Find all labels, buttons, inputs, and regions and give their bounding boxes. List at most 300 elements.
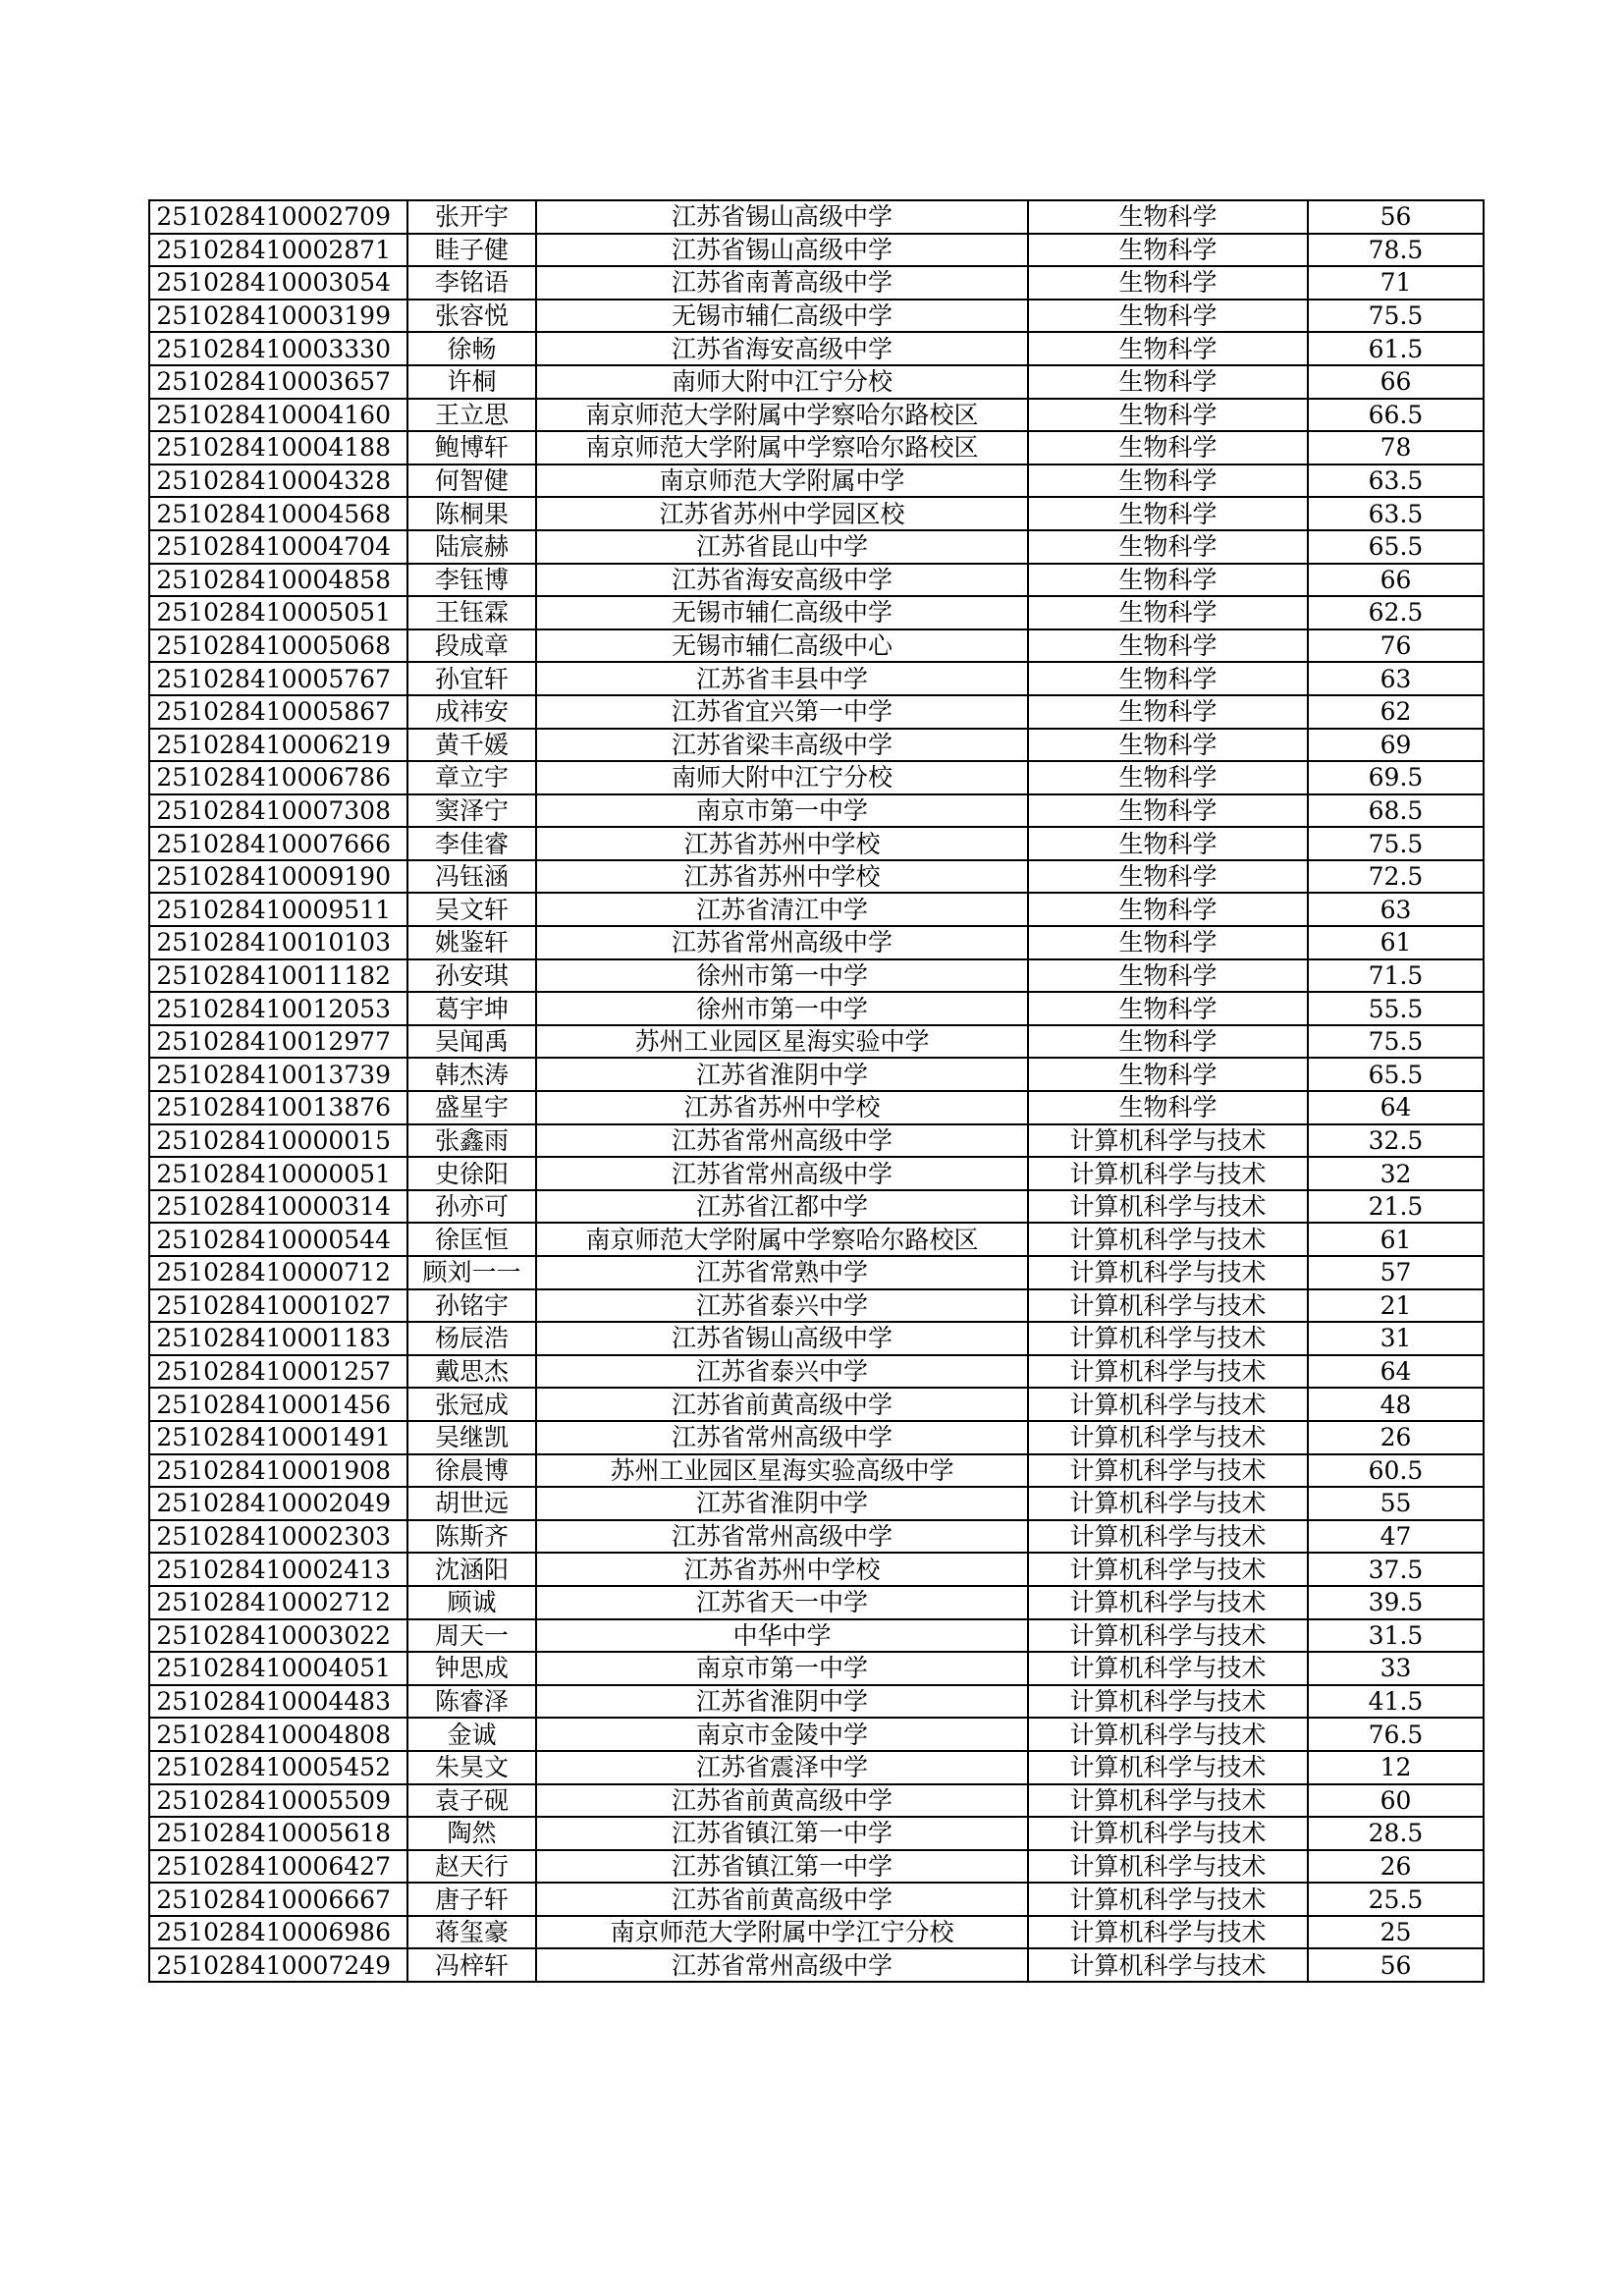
- cell-major: 计算机科学与技术: [1028, 1520, 1308, 1554]
- cell-name: 韩杰涛: [407, 1058, 536, 1091]
- cell-major: 计算机科学与技术: [1028, 1916, 1308, 1949]
- cell-major: 计算机科学与技术: [1028, 1454, 1308, 1488]
- cell-score: 76: [1308, 629, 1484, 663]
- cell-exam-id: 251028410005867: [149, 695, 407, 729]
- cell-school: 南京师范大学附属中学察哈尔路校区: [536, 431, 1028, 465]
- cell-score: 63.5: [1308, 497, 1484, 530]
- cell-major: 生物科学: [1028, 992, 1308, 1025]
- cell-major: 计算机科学与技术: [1028, 1652, 1308, 1685]
- cell-exam-id: 251028410004858: [149, 564, 407, 597]
- cell-name: 周天一: [407, 1619, 536, 1653]
- cell-score: 39.5: [1308, 1586, 1484, 1619]
- cell-school: 南师大附中江宁分校: [536, 761, 1028, 794]
- cell-major: 生物科学: [1028, 761, 1308, 794]
- cell-exam-id: 251028410010103: [149, 926, 407, 959]
- cell-name: 冯梓轩: [407, 1948, 536, 1982]
- cell-school: 江苏省前黄高级中学: [536, 1784, 1028, 1818]
- table-row: [149, 497, 1484, 530]
- cell-major: 生物科学: [1028, 893, 1308, 926]
- score-table: [148, 199, 1485, 1983]
- table-row: [149, 729, 1484, 762]
- cell-major: 计算机科学与技术: [1028, 1223, 1308, 1256]
- cell-exam-id: 251028410009190: [149, 860, 407, 894]
- cell-major: 生物科学: [1028, 1091, 1308, 1124]
- cell-score: 66.5: [1308, 399, 1484, 432]
- cell-school: 江苏省常熟中学: [536, 1256, 1028, 1289]
- table-row: [149, 1322, 1484, 1355]
- cell-score: 61.5: [1308, 332, 1484, 365]
- table-row: [149, 1190, 1484, 1224]
- cell-major: 计算机科学与技术: [1028, 1685, 1308, 1719]
- cell-major: 计算机科学与技术: [1028, 1421, 1308, 1454]
- cell-exam-id: 251028410002413: [149, 1553, 407, 1586]
- cell-school: 江苏省镇江第一中学: [536, 1817, 1028, 1850]
- cell-exam-id: 251028410002712: [149, 1586, 407, 1619]
- cell-school: 南京师范大学附属中学察哈尔路校区: [536, 1223, 1028, 1256]
- cell-name: 陈斯齐: [407, 1520, 536, 1554]
- cell-exam-id: 251028410003022: [149, 1619, 407, 1653]
- cell-exam-id: 251028410002049: [149, 1487, 407, 1520]
- cell-exam-id: 251028410007249: [149, 1948, 407, 1982]
- table-row: [149, 926, 1484, 959]
- cell-exam-id: 251028410004160: [149, 399, 407, 432]
- cell-name: 蒋玺豪: [407, 1916, 536, 1949]
- cell-school: 江苏省昆山中学: [536, 530, 1028, 564]
- cell-school: 江苏省锡山高级中学: [536, 1322, 1028, 1355]
- table-row: [149, 465, 1484, 498]
- table-row: [149, 431, 1484, 465]
- cell-school: 江苏省淮阴中学: [536, 1487, 1028, 1520]
- cell-score: 64: [1308, 1355, 1484, 1389]
- cell-exam-id: 251028410001257: [149, 1355, 407, 1389]
- cell-exam-id: 251028410011182: [149, 959, 407, 993]
- cell-exam-id: 251028410004704: [149, 530, 407, 564]
- cell-major: 生物科学: [1028, 399, 1308, 432]
- table-row: [149, 827, 1484, 860]
- cell-name: 张鑫雨: [407, 1124, 536, 1158]
- cell-score: 55.5: [1308, 992, 1484, 1025]
- table-row: [149, 234, 1484, 267]
- cell-exam-id: 251028410005618: [149, 1817, 407, 1850]
- cell-exam-id: 251028410006667: [149, 1883, 407, 1916]
- cell-school: 南京市第一中学: [536, 794, 1028, 828]
- cell-name: 黄千媛: [407, 729, 536, 762]
- cell-major: 计算机科学与技术: [1028, 1784, 1308, 1818]
- cell-major: 生物科学: [1028, 1058, 1308, 1091]
- cell-score: 32: [1308, 1157, 1484, 1190]
- cell-score: 65.5: [1308, 1058, 1484, 1091]
- cell-school: 无锡市辅仁高级中学: [536, 596, 1028, 629]
- cell-school: 江苏省苏州中学校: [536, 1553, 1028, 1586]
- cell-exam-id: 251028410003330: [149, 332, 407, 365]
- cell-school: 江苏省泰兴中学: [536, 1289, 1028, 1323]
- cell-major: 生物科学: [1028, 300, 1308, 333]
- cell-name: 杨辰浩: [407, 1322, 536, 1355]
- cell-name: 唐子轩: [407, 1883, 536, 1916]
- cell-major: 计算机科学与技术: [1028, 1289, 1308, 1323]
- cell-school: 苏州工业园区星海实验高级中学: [536, 1454, 1028, 1488]
- cell-exam-id: 251028410005767: [149, 662, 407, 695]
- cell-major: 计算机科学与技术: [1028, 1322, 1308, 1355]
- table-row: [149, 761, 1484, 794]
- cell-exam-id: 251028410004483: [149, 1685, 407, 1719]
- table-row: [149, 959, 1484, 993]
- table-row: [149, 629, 1484, 663]
- cell-name: 何智健: [407, 465, 536, 498]
- cell-school: 无锡市辅仁高级中学: [536, 300, 1028, 333]
- table-row: [149, 1586, 1484, 1619]
- table-row: [149, 1718, 1484, 1751]
- cell-exam-id: 251028410005051: [149, 596, 407, 629]
- cell-name: 赵天行: [407, 1850, 536, 1884]
- cell-score: 56: [1308, 1948, 1484, 1982]
- cell-school: 徐州市第一中学: [536, 959, 1028, 993]
- cell-score: 64: [1308, 1091, 1484, 1124]
- cell-school: 江苏省苏州中学校: [536, 827, 1028, 860]
- table-row: [149, 1289, 1484, 1323]
- cell-score: 26: [1308, 1421, 1484, 1454]
- cell-major: 生物科学: [1028, 629, 1308, 663]
- cell-school: 江苏省泰兴中学: [536, 1355, 1028, 1389]
- cell-score: 12: [1308, 1751, 1484, 1784]
- cell-exam-id: 251028410003054: [149, 266, 407, 300]
- cell-school: 江苏省前黄高级中学: [536, 1883, 1028, 1916]
- cell-exam-id: 251028410005452: [149, 1751, 407, 1784]
- cell-score: 63: [1308, 893, 1484, 926]
- cell-score: 69.5: [1308, 761, 1484, 794]
- cell-school: 江苏省苏州中学校: [536, 860, 1028, 894]
- cell-exam-id: 251028410001908: [149, 1454, 407, 1488]
- cell-school: 江苏省苏州中学校: [536, 1091, 1028, 1124]
- cell-score: 21: [1308, 1289, 1484, 1323]
- table-body: [149, 200, 1484, 1982]
- cell-name: 吴文轩: [407, 893, 536, 926]
- cell-major: 计算机科学与技术: [1028, 1553, 1308, 1586]
- cell-exam-id: 251028410004188: [149, 431, 407, 465]
- cell-name: 孙宜轩: [407, 662, 536, 695]
- table-row: [149, 1058, 1484, 1091]
- cell-school: 江苏省常州高级中学: [536, 1157, 1028, 1190]
- cell-school: 江苏省苏州中学园区校: [536, 497, 1028, 530]
- cell-major: 计算机科学与技术: [1028, 1586, 1308, 1619]
- cell-score: 78.5: [1308, 234, 1484, 267]
- cell-major: 生物科学: [1028, 530, 1308, 564]
- cell-name: 孙安琪: [407, 959, 536, 993]
- cell-name: 李铭语: [407, 266, 536, 300]
- cell-school: 江苏省江都中学: [536, 1190, 1028, 1224]
- cell-school: 江苏省南菁高级中学: [536, 266, 1028, 300]
- table-row: [149, 1487, 1484, 1520]
- cell-school: 江苏省常州高级中学: [536, 1948, 1028, 1982]
- cell-score: 21.5: [1308, 1190, 1484, 1224]
- cell-score: 33: [1308, 1652, 1484, 1685]
- cell-name: 鲍博轩: [407, 431, 536, 465]
- cell-name: 朱昊文: [407, 1751, 536, 1784]
- cell-exam-id: 251028410009511: [149, 893, 407, 926]
- cell-score: 37.5: [1308, 1553, 1484, 1586]
- table-row: [149, 860, 1484, 894]
- cell-school: 苏州工业园区星海实验中学: [536, 1025, 1028, 1059]
- cell-major: 生物科学: [1028, 266, 1308, 300]
- cell-score: 55: [1308, 1487, 1484, 1520]
- cell-score: 47: [1308, 1520, 1484, 1554]
- cell-major: 计算机科学与技术: [1028, 1751, 1308, 1784]
- cell-exam-id: 251028410006986: [149, 1916, 407, 1949]
- cell-score: 66: [1308, 365, 1484, 399]
- cell-exam-id: 251028410013739: [149, 1058, 407, 1091]
- cell-school: 江苏省镇江第一中学: [536, 1850, 1028, 1884]
- cell-school: 江苏省宜兴第一中学: [536, 695, 1028, 729]
- table-row: [149, 1091, 1484, 1124]
- table-row: [149, 1355, 1484, 1389]
- cell-school: 江苏省海安高级中学: [536, 332, 1028, 365]
- table-row: [149, 1751, 1484, 1784]
- cell-major: 生物科学: [1028, 926, 1308, 959]
- table-row: [149, 1883, 1484, 1916]
- cell-exam-id: 251028410000314: [149, 1190, 407, 1224]
- cell-score: 25.5: [1308, 1883, 1484, 1916]
- cell-score: 31.5: [1308, 1619, 1484, 1653]
- cell-exam-id: 251028410006219: [149, 729, 407, 762]
- cell-name: 眭子健: [407, 234, 536, 267]
- cell-exam-id: 251028410000712: [149, 1256, 407, 1289]
- cell-major: 生物科学: [1028, 827, 1308, 860]
- cell-score: 69: [1308, 729, 1484, 762]
- cell-major: 生物科学: [1028, 365, 1308, 399]
- cell-exam-id: 251028410012053: [149, 992, 407, 1025]
- cell-school: 江苏省常州高级中学: [536, 926, 1028, 959]
- cell-major: 生物科学: [1028, 695, 1308, 729]
- cell-exam-id: 251028410004328: [149, 465, 407, 498]
- cell-major: 计算机科学与技术: [1028, 1487, 1308, 1520]
- cell-exam-id: 251028410001027: [149, 1289, 407, 1323]
- table-row: [149, 992, 1484, 1025]
- cell-name: 张开宇: [407, 200, 536, 234]
- table-row: [149, 596, 1484, 629]
- cell-name: 葛宇坤: [407, 992, 536, 1025]
- cell-school: 南京市金陵中学: [536, 1718, 1028, 1751]
- cell-major: 生物科学: [1028, 596, 1308, 629]
- cell-score: 60.5: [1308, 1454, 1484, 1488]
- cell-score: 75.5: [1308, 1025, 1484, 1059]
- cell-exam-id: 251028410005509: [149, 1784, 407, 1818]
- table-row: [149, 332, 1484, 365]
- cell-exam-id: 251028410005068: [149, 629, 407, 663]
- cell-school: 南京师范大学附属中学察哈尔路校区: [536, 399, 1028, 432]
- cell-exam-id: 251028410006786: [149, 761, 407, 794]
- table-row: [149, 1256, 1484, 1289]
- cell-name: 窦泽宁: [407, 794, 536, 828]
- cell-name: 张冠成: [407, 1388, 536, 1421]
- table-row: [149, 399, 1484, 432]
- cell-exam-id: 251028410002709: [149, 200, 407, 234]
- table-row: [149, 1652, 1484, 1685]
- cell-school: 中华中学: [536, 1619, 1028, 1653]
- cell-score: 26: [1308, 1850, 1484, 1884]
- cell-name: 盛星宇: [407, 1091, 536, 1124]
- cell-school: 江苏省梁丰高级中学: [536, 729, 1028, 762]
- cell-school: 江苏省丰县中学: [536, 662, 1028, 695]
- cell-major: 计算机科学与技术: [1028, 1355, 1308, 1389]
- cell-name: 段成章: [407, 629, 536, 663]
- cell-major: 生物科学: [1028, 200, 1308, 234]
- cell-school: 江苏省清江中学: [536, 893, 1028, 926]
- table-row: [149, 1553, 1484, 1586]
- cell-school: 江苏省锡山高级中学: [536, 234, 1028, 267]
- cell-school: 江苏省天一中学: [536, 1586, 1028, 1619]
- cell-major: 计算机科学与技术: [1028, 1619, 1308, 1653]
- cell-exam-id: 251028410004808: [149, 1718, 407, 1751]
- table-row: [149, 1157, 1484, 1190]
- table-row: [149, 1817, 1484, 1850]
- cell-major: 生物科学: [1028, 794, 1308, 828]
- cell-school: 南师大附中江宁分校: [536, 365, 1028, 399]
- cell-major: 计算机科学与技术: [1028, 1883, 1308, 1916]
- cell-name: 陶然: [407, 1817, 536, 1850]
- cell-score: 62.5: [1308, 596, 1484, 629]
- table-row: [149, 1850, 1484, 1884]
- cell-school: 南京师范大学附属中学: [536, 465, 1028, 498]
- cell-score: 60: [1308, 1784, 1484, 1818]
- table-row: [149, 266, 1484, 300]
- cell-school: 南京师范大学附属中学江宁分校: [536, 1916, 1028, 1949]
- cell-school: 江苏省常州高级中学: [536, 1520, 1028, 1554]
- cell-exam-id: 251028410001491: [149, 1421, 407, 1454]
- cell-score: 48: [1308, 1388, 1484, 1421]
- cell-name: 顾刘一一: [407, 1256, 536, 1289]
- cell-major: 计算机科学与技术: [1028, 1190, 1308, 1224]
- cell-exam-id: 251028410001183: [149, 1322, 407, 1355]
- cell-exam-id: 251028410013876: [149, 1091, 407, 1124]
- cell-score: 71.5: [1308, 959, 1484, 993]
- cell-exam-id: 251028410007666: [149, 827, 407, 860]
- cell-exam-id: 251028410002871: [149, 234, 407, 267]
- cell-school: 江苏省常州高级中学: [536, 1421, 1028, 1454]
- cell-major: 计算机科学与技术: [1028, 1124, 1308, 1158]
- cell-major: 生物科学: [1028, 1025, 1308, 1059]
- cell-name: 许桐: [407, 365, 536, 399]
- cell-name: 章立宇: [407, 761, 536, 794]
- cell-school: 江苏省淮阴中学: [536, 1058, 1028, 1091]
- cell-score: 63: [1308, 662, 1484, 695]
- cell-major: 生物科学: [1028, 465, 1308, 498]
- cell-school: 江苏省淮阴中学: [536, 1685, 1028, 1719]
- table-row: [149, 300, 1484, 333]
- cell-name: 袁子砚: [407, 1784, 536, 1818]
- cell-major: 生物科学: [1028, 332, 1308, 365]
- cell-name: 王立思: [407, 399, 536, 432]
- cell-name: 胡世远: [407, 1487, 536, 1520]
- cell-school: 无锡市辅仁高级中心: [536, 629, 1028, 663]
- cell-score: 61: [1308, 926, 1484, 959]
- table-row: [149, 1025, 1484, 1059]
- cell-score: 28.5: [1308, 1817, 1484, 1850]
- cell-exam-id: 251028410001456: [149, 1388, 407, 1421]
- cell-name: 吴闻禹: [407, 1025, 536, 1059]
- table-row: [149, 893, 1484, 926]
- cell-major: 计算机科学与技术: [1028, 1718, 1308, 1751]
- cell-major: 生物科学: [1028, 431, 1308, 465]
- cell-major: 计算机科学与技术: [1028, 1256, 1308, 1289]
- cell-name: 李钰博: [407, 564, 536, 597]
- cell-score: 72.5: [1308, 860, 1484, 894]
- cell-major: 计算机科学与技术: [1028, 1817, 1308, 1850]
- cell-name: 史徐阳: [407, 1157, 536, 1190]
- cell-major: 计算机科学与技术: [1028, 1157, 1308, 1190]
- cell-major: 计算机科学与技术: [1028, 1948, 1308, 1982]
- cell-name: 戴思杰: [407, 1355, 536, 1389]
- cell-major: 生物科学: [1028, 662, 1308, 695]
- cell-school: 江苏省震泽中学: [536, 1751, 1028, 1784]
- cell-exam-id: 251028410003199: [149, 300, 407, 333]
- cell-name: 冯钰涵: [407, 860, 536, 894]
- cell-name: 陈睿泽: [407, 1685, 536, 1719]
- cell-name: 李佳睿: [407, 827, 536, 860]
- cell-exam-id: 251028410003657: [149, 365, 407, 399]
- table-row: [149, 695, 1484, 729]
- cell-name: 孙铭宇: [407, 1289, 536, 1323]
- cell-name: 沈涵阳: [407, 1553, 536, 1586]
- cell-major: 生物科学: [1028, 860, 1308, 894]
- cell-exam-id: 251028410004568: [149, 497, 407, 530]
- cell-exam-id: 251028410000015: [149, 1124, 407, 1158]
- cell-score: 65.5: [1308, 530, 1484, 564]
- cell-name: 吴继凯: [407, 1421, 536, 1454]
- cell-name: 金诚: [407, 1718, 536, 1751]
- cell-name: 成祎安: [407, 695, 536, 729]
- cell-score: 25: [1308, 1916, 1484, 1949]
- cell-score: 78: [1308, 431, 1484, 465]
- cell-score: 66: [1308, 564, 1484, 597]
- cell-score: 41.5: [1308, 1685, 1484, 1719]
- cell-major: 生物科学: [1028, 959, 1308, 993]
- cell-exam-id: 251028410000544: [149, 1223, 407, 1256]
- table-row: [149, 1520, 1484, 1554]
- cell-exam-id: 251028410006427: [149, 1850, 407, 1884]
- cell-name: 王钰霖: [407, 596, 536, 629]
- table-row: [149, 1124, 1484, 1158]
- table-row: [149, 1619, 1484, 1653]
- cell-score: 63.5: [1308, 465, 1484, 498]
- cell-school: 江苏省常州高级中学: [536, 1124, 1028, 1158]
- cell-school: 南京市第一中学: [536, 1652, 1028, 1685]
- cell-score: 56: [1308, 200, 1484, 234]
- cell-school: 江苏省海安高级中学: [536, 564, 1028, 597]
- cell-name: 徐畅: [407, 332, 536, 365]
- table-row: [149, 365, 1484, 399]
- table-row: [149, 1948, 1484, 1982]
- cell-major: 计算机科学与技术: [1028, 1850, 1308, 1884]
- cell-score: 75.5: [1308, 827, 1484, 860]
- cell-score: 62: [1308, 695, 1484, 729]
- cell-name: 陆宸赫: [407, 530, 536, 564]
- table-row: [149, 200, 1484, 234]
- table-row: [149, 530, 1484, 564]
- cell-score: 57: [1308, 1256, 1484, 1289]
- cell-name: 徐匡恒: [407, 1223, 536, 1256]
- cell-exam-id: 251028410002303: [149, 1520, 407, 1554]
- cell-major: 生物科学: [1028, 497, 1308, 530]
- cell-name: 顾诚: [407, 1586, 536, 1619]
- table-row: [149, 1454, 1484, 1488]
- cell-name: 钟思成: [407, 1652, 536, 1685]
- cell-school: 徐州市第一中学: [536, 992, 1028, 1025]
- cell-score: 76.5: [1308, 1718, 1484, 1751]
- cell-exam-id: 251028410000051: [149, 1157, 407, 1190]
- table-row: [149, 1421, 1484, 1454]
- cell-name: 徐晨博: [407, 1454, 536, 1488]
- table-row: [149, 1223, 1484, 1256]
